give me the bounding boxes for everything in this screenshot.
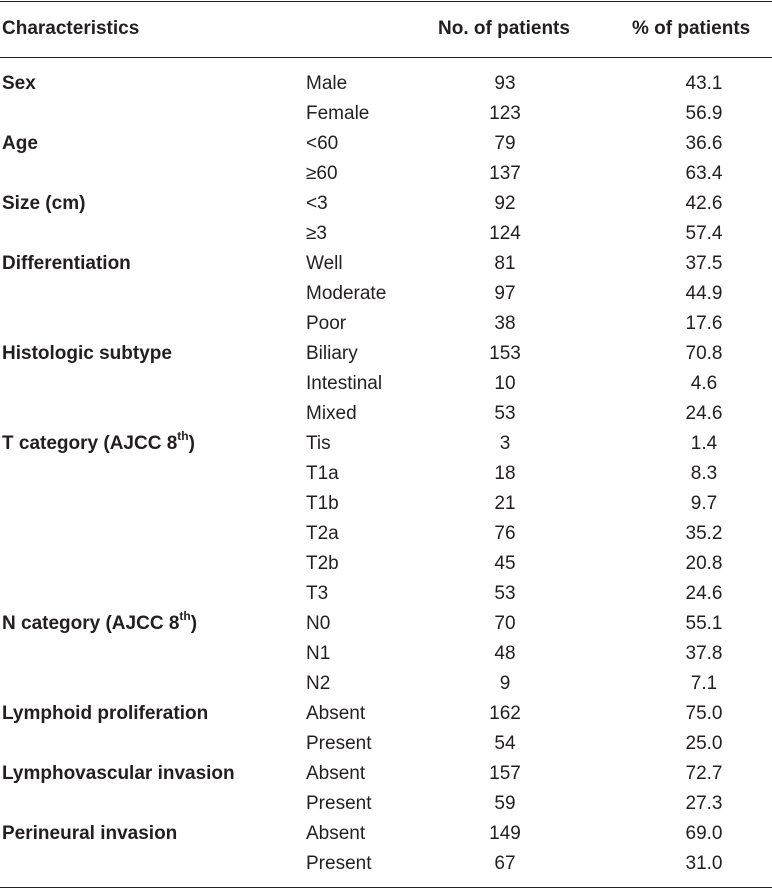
row-no-patients: 67 [494,853,516,874]
row-pct-patients: 20.8 [685,553,723,574]
row-characteristic [2,191,85,217]
row-characteristic-text: Perineural invasion [2,823,178,844]
table-body [0,71,772,881]
row-characteristic [2,761,235,787]
row-characteristic-text: T category (AJCC 8 [2,433,178,454]
table-row [0,761,772,791]
table-row [0,161,772,191]
row-characteristic-superscript: th [177,428,189,443]
row-pct-patients: 55.1 [685,613,723,634]
row-pct-patients: 24.6 [685,583,723,604]
row-characteristic [2,71,36,97]
row-no-patients: 53 [494,583,516,604]
table-row [0,371,772,401]
row-category: Absent [306,703,366,724]
row-category: T2b [306,553,339,574]
row-category: T1b [306,493,339,514]
row-pct-patients: 43.1 [685,73,723,94]
row-characteristic [2,821,177,847]
row-no-patients: 92 [494,193,516,214]
table-row [0,281,772,311]
table-row [0,608,772,641]
table-row [0,701,772,731]
row-no-patients: 76 [494,523,516,544]
row-characteristic [2,131,38,157]
row-no-patients: 157 [489,763,521,784]
table-row [0,641,772,671]
row-pct-patients: 75.0 [685,703,723,724]
row-pct-patients: 56.9 [685,103,723,124]
row-pct-patients: 7.1 [690,673,718,694]
row-no-patients: 45 [494,553,516,574]
row-category: ≥3 [306,223,327,244]
table-row [0,521,772,551]
row-pct-patients: 25.0 [685,733,723,754]
row-no-patients: 18 [494,463,516,484]
table-header [0,1,772,57]
row-no-patients: 81 [494,253,516,274]
row-no-patients: 70 [494,613,516,634]
row-category: Present [306,733,372,754]
row-no-patients: 38 [494,313,516,334]
table-row [0,821,772,851]
table-row [0,71,772,101]
row-characteristic [2,341,172,367]
row-category: N1 [306,643,331,664]
row-pct-patients: 37.8 [685,643,723,664]
row-no-patients: 79 [494,133,516,154]
row-pct-patients: 69.0 [685,823,723,844]
row-category: Biliary [306,343,358,364]
row-category: Absent [306,763,366,784]
row-category: <3 [306,193,328,214]
row-category: <60 [306,133,339,154]
table-row [0,131,772,161]
row-no-patients: 153 [489,343,521,364]
row-category: Well [306,253,343,274]
table-row [0,551,772,581]
row-no-patients: 93 [494,73,516,94]
row-no-patients: 149 [489,823,521,844]
row-pct-patients: 17.6 [685,313,723,334]
row-characteristic-text: Size (cm) [2,193,86,214]
row-characteristic [2,701,208,727]
row-category: Female [306,103,370,124]
row-characteristic-suffix: ) [190,613,198,634]
row-category: N2 [306,673,331,694]
table-row [0,491,772,521]
row-no-patients: 54 [494,733,516,754]
row-characteristic-text: Histologic subtype [2,343,172,364]
row-characteristic-text: Sex [2,73,36,94]
row-pct-patients: 63.4 [685,163,723,184]
row-pct-patients: 27.3 [685,793,723,814]
row-category: Poor [306,313,347,334]
row-pct-patients: 31.0 [685,853,723,874]
row-category: ≥60 [306,163,338,184]
row-characteristic [2,251,131,277]
row-category: Mixed [306,403,357,424]
row-no-patients: 48 [494,643,516,664]
header-no-patients: No. of patients [438,18,570,39]
table-row [0,791,772,821]
table-row [0,311,772,341]
row-no-patients: 137 [489,163,521,184]
header-characteristics: Characteristics [2,18,140,39]
row-characteristic-text: N category (AJCC 8 [2,613,180,634]
row-pct-patients: 57.4 [685,223,723,244]
row-pct-patients: 1.4 [690,433,718,454]
table-bottom-rule [0,887,772,888]
row-no-patients: 59 [494,793,516,814]
row-characteristic-text: Age [2,133,38,154]
table-row [0,251,772,281]
row-characteristic-suffix: ) [188,433,195,454]
row-category: T1a [306,463,339,484]
row-category: Present [306,853,372,874]
row-pct-patients: 4.6 [690,373,718,394]
row-pct-patients: 35.2 [685,523,723,544]
row-category: Tis [306,433,331,454]
row-pct-patients: 72.7 [685,763,723,784]
row-category: T2a [306,523,339,544]
table-row [0,428,772,461]
row-pct-patients: 8.3 [690,463,718,484]
row-pct-patients: 36.6 [685,133,723,154]
row-characteristic-text: Lymphoid proliferation [2,703,209,724]
row-category: T3 [306,583,329,604]
row-characteristic [2,608,198,637]
row-characteristic-superscript: th [179,608,191,623]
row-characteristic-text: Lymphovascular invasion [2,763,235,784]
row-no-patients: 10 [494,373,516,394]
table-header-rule [0,57,772,58]
table-row [0,401,772,431]
row-category: Absent [306,823,366,844]
row-no-patients: 162 [489,703,521,724]
row-characteristic-text: Differentiation [2,253,131,274]
table-row [0,191,772,221]
row-no-patients: 124 [489,223,521,244]
row-no-patients: 3 [499,433,511,454]
row-pct-patients: 70.8 [685,343,723,364]
row-pct-patients: 37.5 [685,253,723,274]
row-pct-patients: 44.9 [685,283,723,304]
row-characteristic [2,428,195,457]
table-row [0,101,772,131]
row-category: Moderate [306,283,387,304]
table-row [0,851,772,881]
table-row [0,731,772,761]
row-no-patients: 21 [494,493,516,514]
table-row [0,461,772,491]
header-pct-patients: % of patients [632,18,751,39]
table-row [0,581,772,611]
row-category: N0 [306,613,331,634]
row-no-patients: 123 [489,103,521,124]
row-category: Male [306,73,348,94]
row-no-patients: 97 [494,283,516,304]
row-no-patients: 9 [499,673,511,694]
row-pct-patients: 24.6 [685,403,723,424]
row-pct-patients: 9.7 [690,493,718,514]
table-row [0,341,772,371]
row-category: Present [306,793,372,814]
row-category: Intestinal [306,373,383,394]
row-no-patients: 53 [494,403,516,424]
row-pct-patients: 42.6 [685,193,723,214]
table-row [0,671,772,701]
table-row [0,221,772,251]
